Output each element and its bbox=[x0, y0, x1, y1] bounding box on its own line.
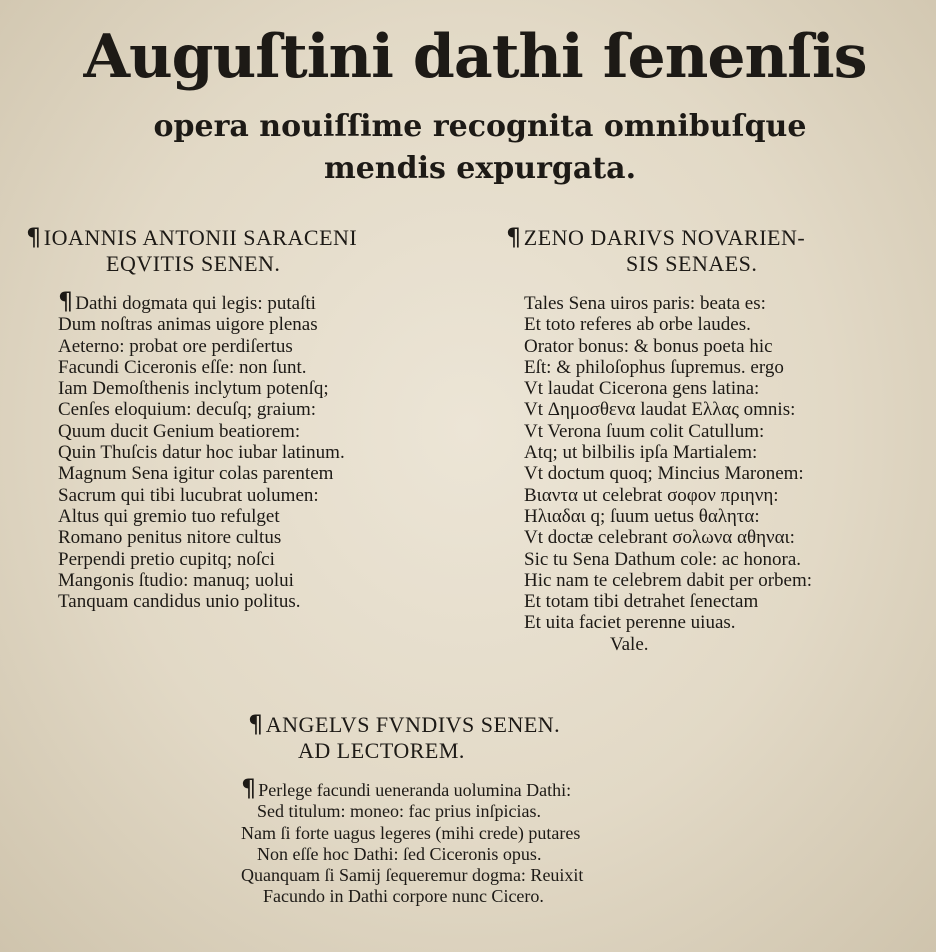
verse-line: Vt laudat Cicerona gens latina: bbox=[524, 378, 760, 400]
verse-line: Non eſſe hoc Dathi: ſed Ciceronis opus. bbox=[257, 843, 542, 864]
verse-line: Iam Demoſthenis inclytum potenſq; bbox=[58, 378, 329, 400]
verse-line: Vt Δημοσθενα laudat Ελλας omnis: bbox=[524, 399, 796, 421]
verse-line: Aeterno: probat ore perdiſertus bbox=[58, 335, 293, 357]
verse-line: Vt doctæ celebrant σολωνα αθηναι: bbox=[524, 527, 795, 549]
verse-line: Et totam tibi detrahet ſenectam bbox=[524, 591, 759, 613]
verse-line: Eſt: & philoſophus ſupremus. ergo bbox=[524, 356, 784, 378]
page-title: Auguſtini dathi ſenenſis bbox=[83, 22, 867, 92]
heading-line: ZENO DARIVS NOVARIEN- bbox=[523, 225, 806, 250]
pilcrow-mark: ¶ bbox=[241, 774, 257, 802]
verse-line: Quin Thuſcis datur hoc iubar latinum. bbox=[58, 442, 345, 464]
verse-line: Altus qui gremio tuo refulget bbox=[58, 505, 280, 527]
verse-line: Sic tu Sena Dathum cole: ac honora. bbox=[524, 548, 802, 570]
verse-line: Sed titulum: moneo: fac prius inſpicias. bbox=[257, 801, 541, 822]
pilcrow-mark: ¶ bbox=[248, 710, 264, 738]
pilcrow-mark: ¶ bbox=[506, 223, 522, 251]
verse-line: Vt Verona ſuum colit Catullum: bbox=[524, 420, 765, 442]
verse-line: Tales Sena uiros paris: beata es: bbox=[524, 293, 766, 314]
bottom-poem-heading bbox=[248, 711, 560, 764]
verse-line: Dathi dogmata qui legis: putaſti bbox=[75, 293, 316, 314]
verse-line: Et uita faciet perenne uiuas. bbox=[524, 612, 736, 634]
pilcrow-mark: ¶ bbox=[26, 223, 42, 251]
heading-line: IOANNIS ANTONII SARACENI bbox=[43, 225, 358, 250]
verse-line: Et toto referes ab orbe laudes. bbox=[524, 314, 751, 336]
bottom-poem bbox=[241, 774, 584, 908]
left-poem-heading bbox=[26, 224, 357, 277]
verse-line: Vt doctum quoq; Mincius Maronem: bbox=[524, 463, 804, 485]
verse-line: Mangonis ſtudio: manuq; uolui bbox=[58, 569, 294, 591]
heading-line: SIS SENAES. bbox=[626, 251, 758, 276]
verse-line: Tanquam candidus unio politus. bbox=[58, 591, 301, 613]
verse-line: Facundo in Dathi corpore nunc Cicero. bbox=[263, 886, 544, 907]
verse-line: Quum ducit Genium beatiorem: bbox=[58, 420, 301, 442]
verse-line: Hic nam te celebrem dabit per orbem: bbox=[524, 569, 813, 591]
verse-line: Atq; ut bilbilis ipſa Martialem: bbox=[524, 442, 758, 464]
pilcrow-mark: ¶ bbox=[58, 287, 74, 315]
heading-line: EQVITIS SENEN. bbox=[106, 251, 281, 276]
verse-line: Ηλιαδαι q; ſuum uetus θαλητα: bbox=[524, 505, 760, 527]
verse-line: Βιαντα ut celebrat σοφον πριηνη: bbox=[524, 484, 779, 506]
left-poem bbox=[58, 287, 345, 613]
verse-line: Quanquam ſi Samij ſequeremur dogma: Reuixit bbox=[241, 865, 584, 886]
verse-line: Perpendi pretio cupitq; noſci bbox=[58, 548, 275, 570]
verse-line: Orator bonus: & bonus poeta hic bbox=[524, 335, 773, 357]
verse-line: Facundi Ciceronis eſſe: non ſunt. bbox=[58, 356, 307, 378]
subtitle-line-2: mendis expurgata. bbox=[323, 151, 637, 186]
verse-line: Nam ſi forte uagus legeres (mihi crede) putares bbox=[241, 822, 581, 843]
verse-line: Sacrum qui tibi lucubrat uolumen: bbox=[58, 484, 319, 506]
verse-line: Romano penitus nitore cultus bbox=[58, 527, 282, 549]
verse-line: Cenſes eloquium: decuſq; graium: bbox=[58, 399, 317, 421]
right-poem-heading bbox=[506, 224, 805, 277]
verse-line: Dum noſtras animas uigore plenas bbox=[58, 314, 318, 336]
right-poem bbox=[524, 293, 812, 655]
closing-vale: Vale. bbox=[610, 633, 649, 655]
verse-line: Magnum Sena igitur colas parentem bbox=[58, 463, 334, 485]
heading-line: ANGELVS FVNDIVS SENEN. bbox=[265, 712, 561, 737]
verse-line: Perlege facundi ueneranda uolumina Dathi: bbox=[258, 780, 572, 800]
heading-line: AD LECTOREM. bbox=[298, 738, 465, 763]
subtitle-line-1: opera nouiſſime recognita omnibuſque bbox=[153, 109, 807, 144]
